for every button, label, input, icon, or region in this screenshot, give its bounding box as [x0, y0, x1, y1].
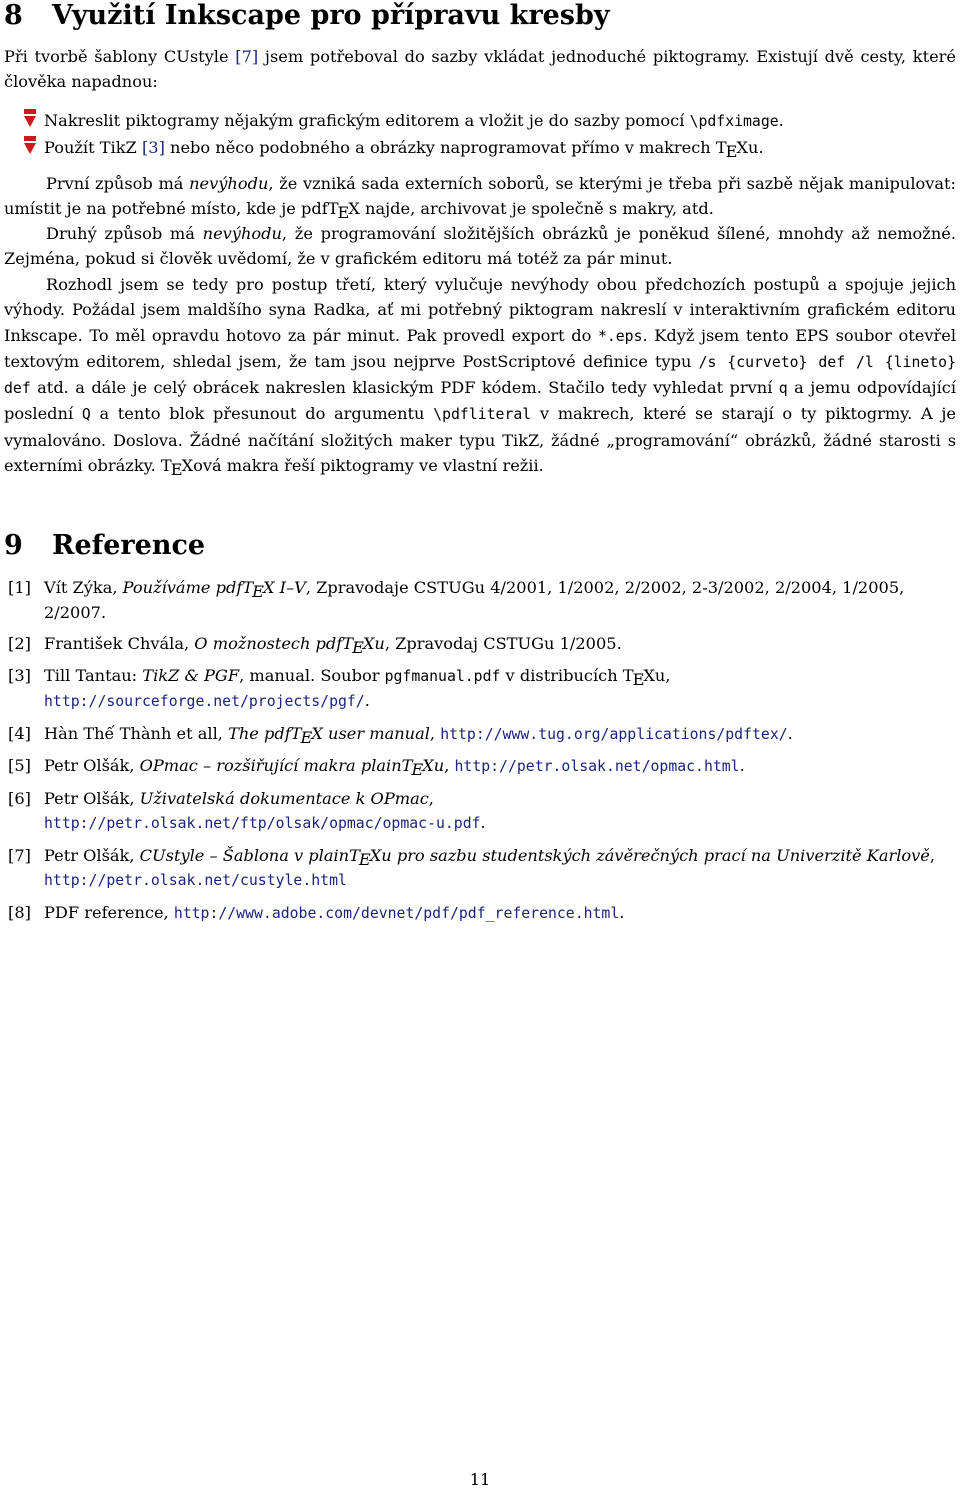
tex-logo-e: E — [358, 849, 371, 869]
tex-logo-e: E — [170, 460, 183, 480]
bullet-list — [4, 108, 956, 161]
paragraph-text: , že programování složitějších obrázků je poněkud šílené, mnohdy až nemožné. Zejména, pokud si člověk uvědomí, že v grafickém editoru má totéž za pár minut. — [4, 224, 956, 269]
reference-item-5 — [4, 754, 956, 780]
reference-text: , — [929, 845, 936, 865]
bookmark-bullet-icon — [24, 116, 36, 127]
reference-author: Petr Olšák, — [44, 788, 140, 808]
list-item — [4, 108, 956, 135]
emphasis: nevýhodu — [202, 224, 282, 243]
reference-author: Till Tantau: — [44, 665, 143, 685]
tex-logo-e: E — [252, 582, 264, 601]
section-title: Reference — [52, 530, 206, 561]
reference-number: [6] — [8, 788, 31, 808]
reference-title: X I–V — [263, 578, 306, 597]
intro-text: Při tvorbě šablony CUstyle — [4, 47, 236, 66]
section-title: Využití Inkscape pro přípravu kresby — [52, 0, 610, 31]
reference-url-link[interactable]: http://www.adobe.com/devnet/pdf/pdf_reference.html — [173, 904, 620, 922]
reference-title: The pdfT — [228, 723, 302, 743]
reference-number: [3] — [8, 665, 31, 685]
reference-number: [1] — [8, 578, 31, 597]
tex-logo-e: E — [411, 760, 424, 779]
reference-title: O možnostech pdfT — [194, 634, 354, 653]
paragraph-text: a jemu odpovídající poslední — [4, 378, 957, 424]
reference-text: , Zpravodaj CSTUGu 1/2005. — [384, 634, 622, 653]
reference-text: . — [480, 813, 486, 832]
bookmark-bullet-icon — [24, 143, 36, 154]
reference-url-link[interactable]: http://petr.olsak.net/custyle.html — [44, 872, 347, 889]
intro-paragraph — [4, 44, 956, 95]
reference-number: [8] — [8, 902, 31, 922]
section-heading-8 — [4, 0, 610, 31]
list-item-text: nebo něco podobného a obrázky naprogramovat přímo v makrech T — [164, 138, 727, 157]
reference-author: Hàn Thế Thành et all, — [44, 723, 229, 743]
reference-text: , — [444, 756, 455, 775]
reference-number: [5] — [8, 756, 31, 775]
list-item-text: . — [778, 111, 784, 130]
reference-item-8 — [4, 901, 956, 927]
reference-text: , — [428, 788, 434, 808]
inline-code: q — [778, 380, 788, 398]
reference-title: Xu pro sazbu studentských závěrečných prací na Univerzitě Karlově — [369, 845, 930, 865]
inline-code: Q — [81, 406, 91, 424]
tex-logo-e: E — [352, 638, 364, 657]
citation-link[interactable]: [7] — [235, 47, 259, 66]
reference-title: X user manual — [311, 723, 430, 743]
tex-logo-e: E — [337, 203, 350, 223]
section-heading-9 — [4, 530, 205, 561]
reference-author: Petr Olšák, — [44, 845, 140, 865]
list-item-text: Použít TikZ — [44, 138, 142, 157]
reference-item-1 — [4, 576, 956, 625]
citation-link[interactable]: [3] — [141, 138, 165, 157]
reference-item-7 — [4, 844, 956, 894]
reference-author: Petr Olšák, — [44, 756, 140, 775]
reference-item-3 — [4, 664, 956, 715]
reference-author: PDF reference, — [44, 902, 174, 922]
reference-title: Xu — [362, 634, 385, 653]
paragraph-text: První způsob má — [46, 174, 190, 193]
reference-url-link[interactable]: http://petr.olsak.net/ftp/olsak/opmac/opmac-u.pdf — [44, 815, 481, 832]
section-number: 9 — [4, 530, 23, 561]
list-item-text: Nakreslit piktogramy nějakým grafickým editorem a vložit je do sazby pomocí — [44, 111, 690, 130]
reference-title: Používáme pdfT — [122, 578, 254, 597]
page-number: 11 — [469, 1470, 491, 1489]
list-item — [4, 135, 956, 161]
reference-url-link[interactable]: http://petr.olsak.net/opmac.html — [454, 758, 740, 775]
paragraph-text: . Když jsem tento EPS soubor otevřel textovým editorem, shledal jsem, že tam jsou nejprve PostScriptové definice typu — [4, 325, 956, 371]
reference-number: [4] — [8, 723, 31, 743]
reference-text: . — [619, 902, 625, 922]
tex-logo-e: E — [300, 727, 313, 747]
paragraph-text: Rozhodl jsem se tedy pro postup třetí, který vylučuje nevýhody obou předchozích postupů a spojuje jejich výhody. Požádal jsem maldšího syna Radka, ať mi potřebný piktogram nakreslí v interaktivním grafickém editoru Inkscape. To měl opravdu hotovo za pár minut. Pak provedl export do — [4, 275, 956, 345]
inline-code: *.eps — [597, 327, 643, 345]
list-item-text: Xu. — [736, 138, 764, 157]
reference-text: , Zpravodaje CSTUGu 4/2001, 1/2002, 2/2002, 2-3/2002, 2/2004, 1/2005, 2/2007. — [44, 578, 905, 622]
paragraph-third-method — [4, 272, 956, 478]
reference-author: František Chvála, — [44, 634, 195, 653]
reference-title: Xu — [422, 756, 445, 775]
intro-text: jsem potřeboval do sazby vkládat jednoduché piktogramy. Existují dvě cesty, které člověka napadnou: — [4, 47, 956, 92]
reference-text: . — [739, 756, 745, 775]
reference-number: [7] — [8, 845, 31, 865]
tex-logo-e: E — [632, 669, 645, 689]
reference-item-4 — [4, 722, 956, 748]
paragraph-text: X najde, archivovat je společně s makry, atd. — [348, 199, 714, 219]
paragraph-second-method — [4, 221, 956, 272]
reference-text: . — [787, 723, 793, 743]
paragraph-text: Xová makra řeší piktogramy ve vlastní režii. — [181, 456, 544, 476]
inline-code: \pdfliteral — [433, 406, 532, 424]
reference-text: , — [429, 723, 441, 743]
reference-text: . — [364, 691, 370, 710]
paragraph-text: a tento blok přesunout do argumentu — [90, 404, 434, 424]
reference-author: Vít Zýka, — [44, 578, 123, 597]
reference-list — [4, 576, 956, 933]
reference-text: Xu, — [643, 665, 671, 685]
paragraph-text: atd. a dále je celý obrácek nakreslen klasickým PDF kódem. Stačilo tedy vyhledat první — [30, 378, 779, 398]
reference-text: v distribucích T — [500, 665, 634, 685]
reference-text: , manual. Soubor — [239, 665, 385, 685]
paragraph-first-method — [4, 171, 956, 222]
reference-title: CUstyle – Šablona v plainT — [139, 845, 360, 865]
reference-title: OPmac – rozšiřující makra plainT — [139, 756, 413, 775]
reference-url-link[interactable]: http://sourceforge.net/projects/pgf/ — [44, 693, 365, 710]
reference-title: TikZ & PGF — [142, 665, 240, 685]
paragraph-text: v makrech, které se starají o ty piktogrmy. A je vymalováno. Doslova. Žádné načítání složitých maker typu TikZ, žádné „programování“ obrázků, žádné starosti s externími obrázky. T — [4, 404, 956, 476]
inline-code: \pdfximage — [689, 113, 779, 130]
reference-number: [2] — [8, 634, 31, 653]
emphasis: nevýhodu — [189, 174, 269, 193]
reference-item-2 — [4, 632, 956, 657]
reference-url-link[interactable]: http://www.tug.org/applications/pdftex/ — [440, 725, 788, 743]
reference-title: Uživatelská dokumentace k OPmac — [139, 788, 429, 808]
section-number: 8 — [4, 0, 23, 31]
inline-code: pgfmanual.pdf — [384, 667, 501, 685]
paragraph-text: Druhý způsob má — [46, 224, 203, 243]
tex-logo-e: E — [725, 142, 738, 161]
reference-item-6 — [4, 787, 956, 837]
paragraph-text: , že vzniká sada externích soborů, se kterými je třeba při sazbě nějak manipulovat: umístit je na potřebné místo, kde je pdfT — [4, 174, 957, 219]
inline-code: /s {curveto} def /l {lineto} def — [4, 353, 956, 398]
